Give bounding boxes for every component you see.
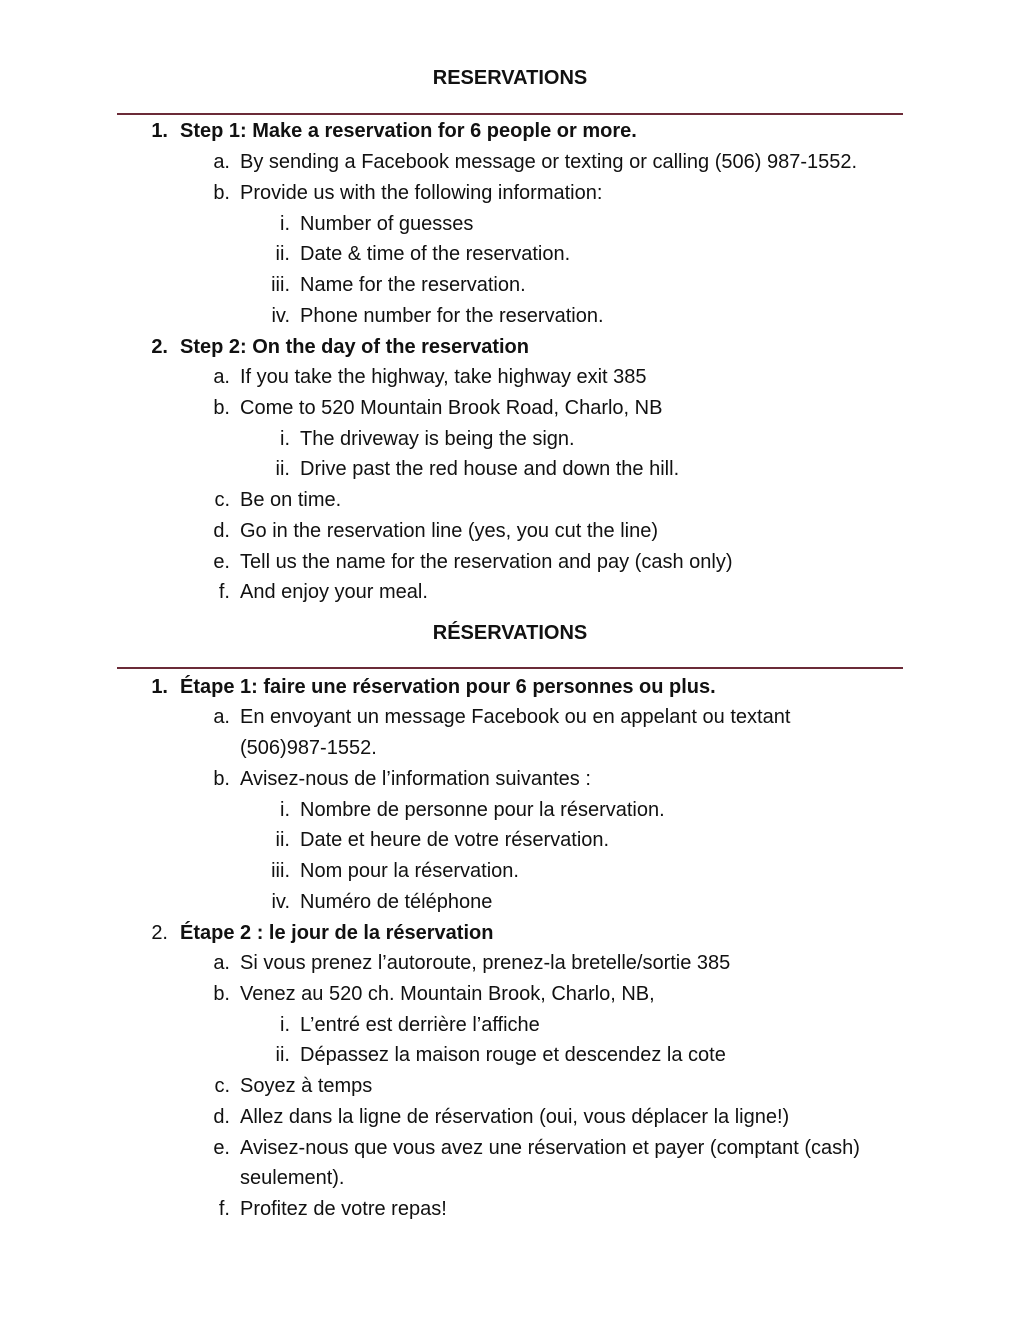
list-text: Drive past the red house and down the hill. — [300, 458, 680, 480]
list-letter: f. — [218, 1198, 230, 1220]
fr-step1-b-ii — [0, 828, 1020, 859]
list-text: Phone number for the reservation. — [300, 305, 604, 327]
list-roman: ii. — [275, 1044, 290, 1066]
list-text: En envoyant un message Facebook ou en appelant ou textant — [240, 706, 791, 728]
fr-step1-b-iii — [0, 859, 1020, 890]
english-title: RESERVATIONS — [432, 67, 588, 89]
list-text: Numéro de téléphone — [300, 891, 493, 913]
list-text: The driveway is being the sign. — [300, 428, 575, 450]
list-text: By sending a Facebook message or texting or calling (506) 987-1552. — [240, 151, 858, 173]
list-number: 2. — [151, 336, 168, 358]
list-text: Be on time. — [240, 489, 342, 511]
list-letter: b. — [213, 182, 230, 204]
fr-step1-a-cont — [0, 736, 1020, 767]
list-roman: iii. — [271, 860, 290, 882]
list-text: Number of guesses — [300, 213, 474, 235]
en-step2-b — [0, 396, 1020, 427]
list-letter: d. — [213, 1106, 230, 1128]
list-text: Nombre de personne pour la réservation. — [300, 799, 665, 821]
list-roman: ii. — [275, 829, 290, 851]
list-roman: iv. — [271, 891, 290, 913]
list-text: Name for the reservation. — [300, 274, 526, 296]
list-number: 2. — [151, 922, 168, 944]
en-step1 — [0, 119, 1020, 150]
list-text: Avisez-nous de l’information suivantes : — [240, 768, 591, 790]
en-step2-a — [0, 365, 1020, 396]
fr-step1 — [0, 675, 1020, 706]
list-text: Dépassez la maison rouge et descendez la cote — [300, 1044, 726, 1066]
fr-step2-e-cont — [0, 1166, 1020, 1197]
list-letter: c. — [214, 489, 230, 511]
list-letter: a. — [213, 366, 230, 388]
en-step1-b-i — [0, 212, 1020, 243]
list-letter: b. — [213, 397, 230, 419]
list-text: If you take the highway, take highway exit 385 — [240, 366, 647, 388]
list-roman: i. — [280, 1014, 290, 1036]
list-text: Step 2: On the day of the reservation — [180, 336, 529, 358]
list-text: L’entré est derrière l’affiche — [300, 1014, 540, 1036]
list-letter: a. — [213, 952, 230, 974]
en-step2-f — [0, 580, 1020, 611]
list-number: 1. — [151, 676, 168, 698]
list-text: Date & time of the reservation. — [300, 243, 571, 265]
list-letter: a. — [213, 706, 230, 728]
french-title: RÉSERVATIONS — [432, 622, 588, 644]
list-letter: e. — [213, 1137, 230, 1159]
list-roman: iii. — [271, 274, 290, 296]
fr-step2-a — [0, 951, 1020, 982]
en-step1-b-iii — [0, 273, 1020, 304]
list-text: Date et heure de votre réservation. — [300, 829, 610, 851]
fr-step2 — [0, 921, 1020, 952]
french-divider — [117, 667, 903, 669]
fr-step2-c — [0, 1074, 1020, 1105]
list-text-continuation: seulement). — [240, 1167, 345, 1189]
list-text: Nom pour la réservation. — [300, 860, 519, 882]
list-roman: ii. — [275, 458, 290, 480]
list-text: Step 1: Make a reservation for 6 people or more. — [180, 120, 637, 142]
fr-step2-e — [0, 1136, 1020, 1167]
list-text: Avisez-nous que vous avez une réservation et payer (comptant (cash) — [240, 1137, 860, 1159]
list-roman: i. — [280, 213, 290, 235]
list-letter: e. — [213, 551, 230, 573]
list-text: Étape 1: faire une réservation pour 6 personnes ou plus. — [180, 676, 716, 698]
list-text: Profitez de votre repas! — [240, 1198, 447, 1220]
fr-step1-b-i — [0, 798, 1020, 829]
list-roman: i. — [280, 428, 290, 450]
list-text-continuation: (506)987-1552. — [240, 737, 377, 759]
list-text: Tell us the name for the reservation and pay (cash only) — [240, 551, 733, 573]
list-text: And enjoy your meal. — [240, 581, 428, 603]
list-text: Allez dans la ligne de réservation (oui, vous déplacer la ligne!) — [240, 1106, 790, 1128]
list-text: Venez au 520 ch. Mountain Brook, Charlo, NB, — [240, 983, 655, 1005]
list-text: Si vous prenez l’autoroute, prenez-la bretelle/sortie 385 — [240, 952, 731, 974]
en-step1-b-iv — [0, 304, 1020, 335]
en-step1-b — [0, 181, 1020, 212]
fr-step1-a — [0, 705, 1020, 736]
fr-step1-b — [0, 767, 1020, 798]
en-step2-d — [0, 519, 1020, 550]
en-step1-a — [0, 150, 1020, 181]
list-roman: iv. — [271, 305, 290, 327]
list-text: Étape 2 : le jour de la réservation — [180, 922, 494, 944]
list-text: Provide us with the following information: — [240, 182, 603, 204]
list-roman: ii. — [275, 243, 290, 265]
en-step2-e — [0, 550, 1020, 581]
fr-step2-b-i — [0, 1013, 1020, 1044]
en-step2-c — [0, 488, 1020, 519]
fr-step1-b-iv — [0, 890, 1020, 921]
en-step2-b-i — [0, 427, 1020, 458]
list-number: 1. — [151, 120, 168, 142]
list-letter: b. — [213, 983, 230, 1005]
en-step2-b-ii — [0, 457, 1020, 488]
list-letter: d. — [213, 520, 230, 542]
english-divider — [117, 113, 903, 115]
list-text: Come to 520 Mountain Brook Road, Charlo, NB — [240, 397, 663, 419]
fr-step2-b — [0, 982, 1020, 1013]
fr-step2-b-ii — [0, 1043, 1020, 1074]
en-step2 — [0, 335, 1020, 366]
list-text: Soyez à temps — [240, 1075, 373, 1097]
fr-step2-d — [0, 1105, 1020, 1136]
list-letter: b. — [213, 768, 230, 790]
en-step1-b-ii — [0, 242, 1020, 273]
list-letter: f. — [218, 581, 230, 603]
list-letter: a. — [213, 151, 230, 173]
list-roman: i. — [280, 799, 290, 821]
list-letter: c. — [214, 1075, 230, 1097]
fr-step2-f — [0, 1197, 1020, 1228]
list-text: Go in the reservation line (yes, you cut the line) — [240, 520, 658, 542]
